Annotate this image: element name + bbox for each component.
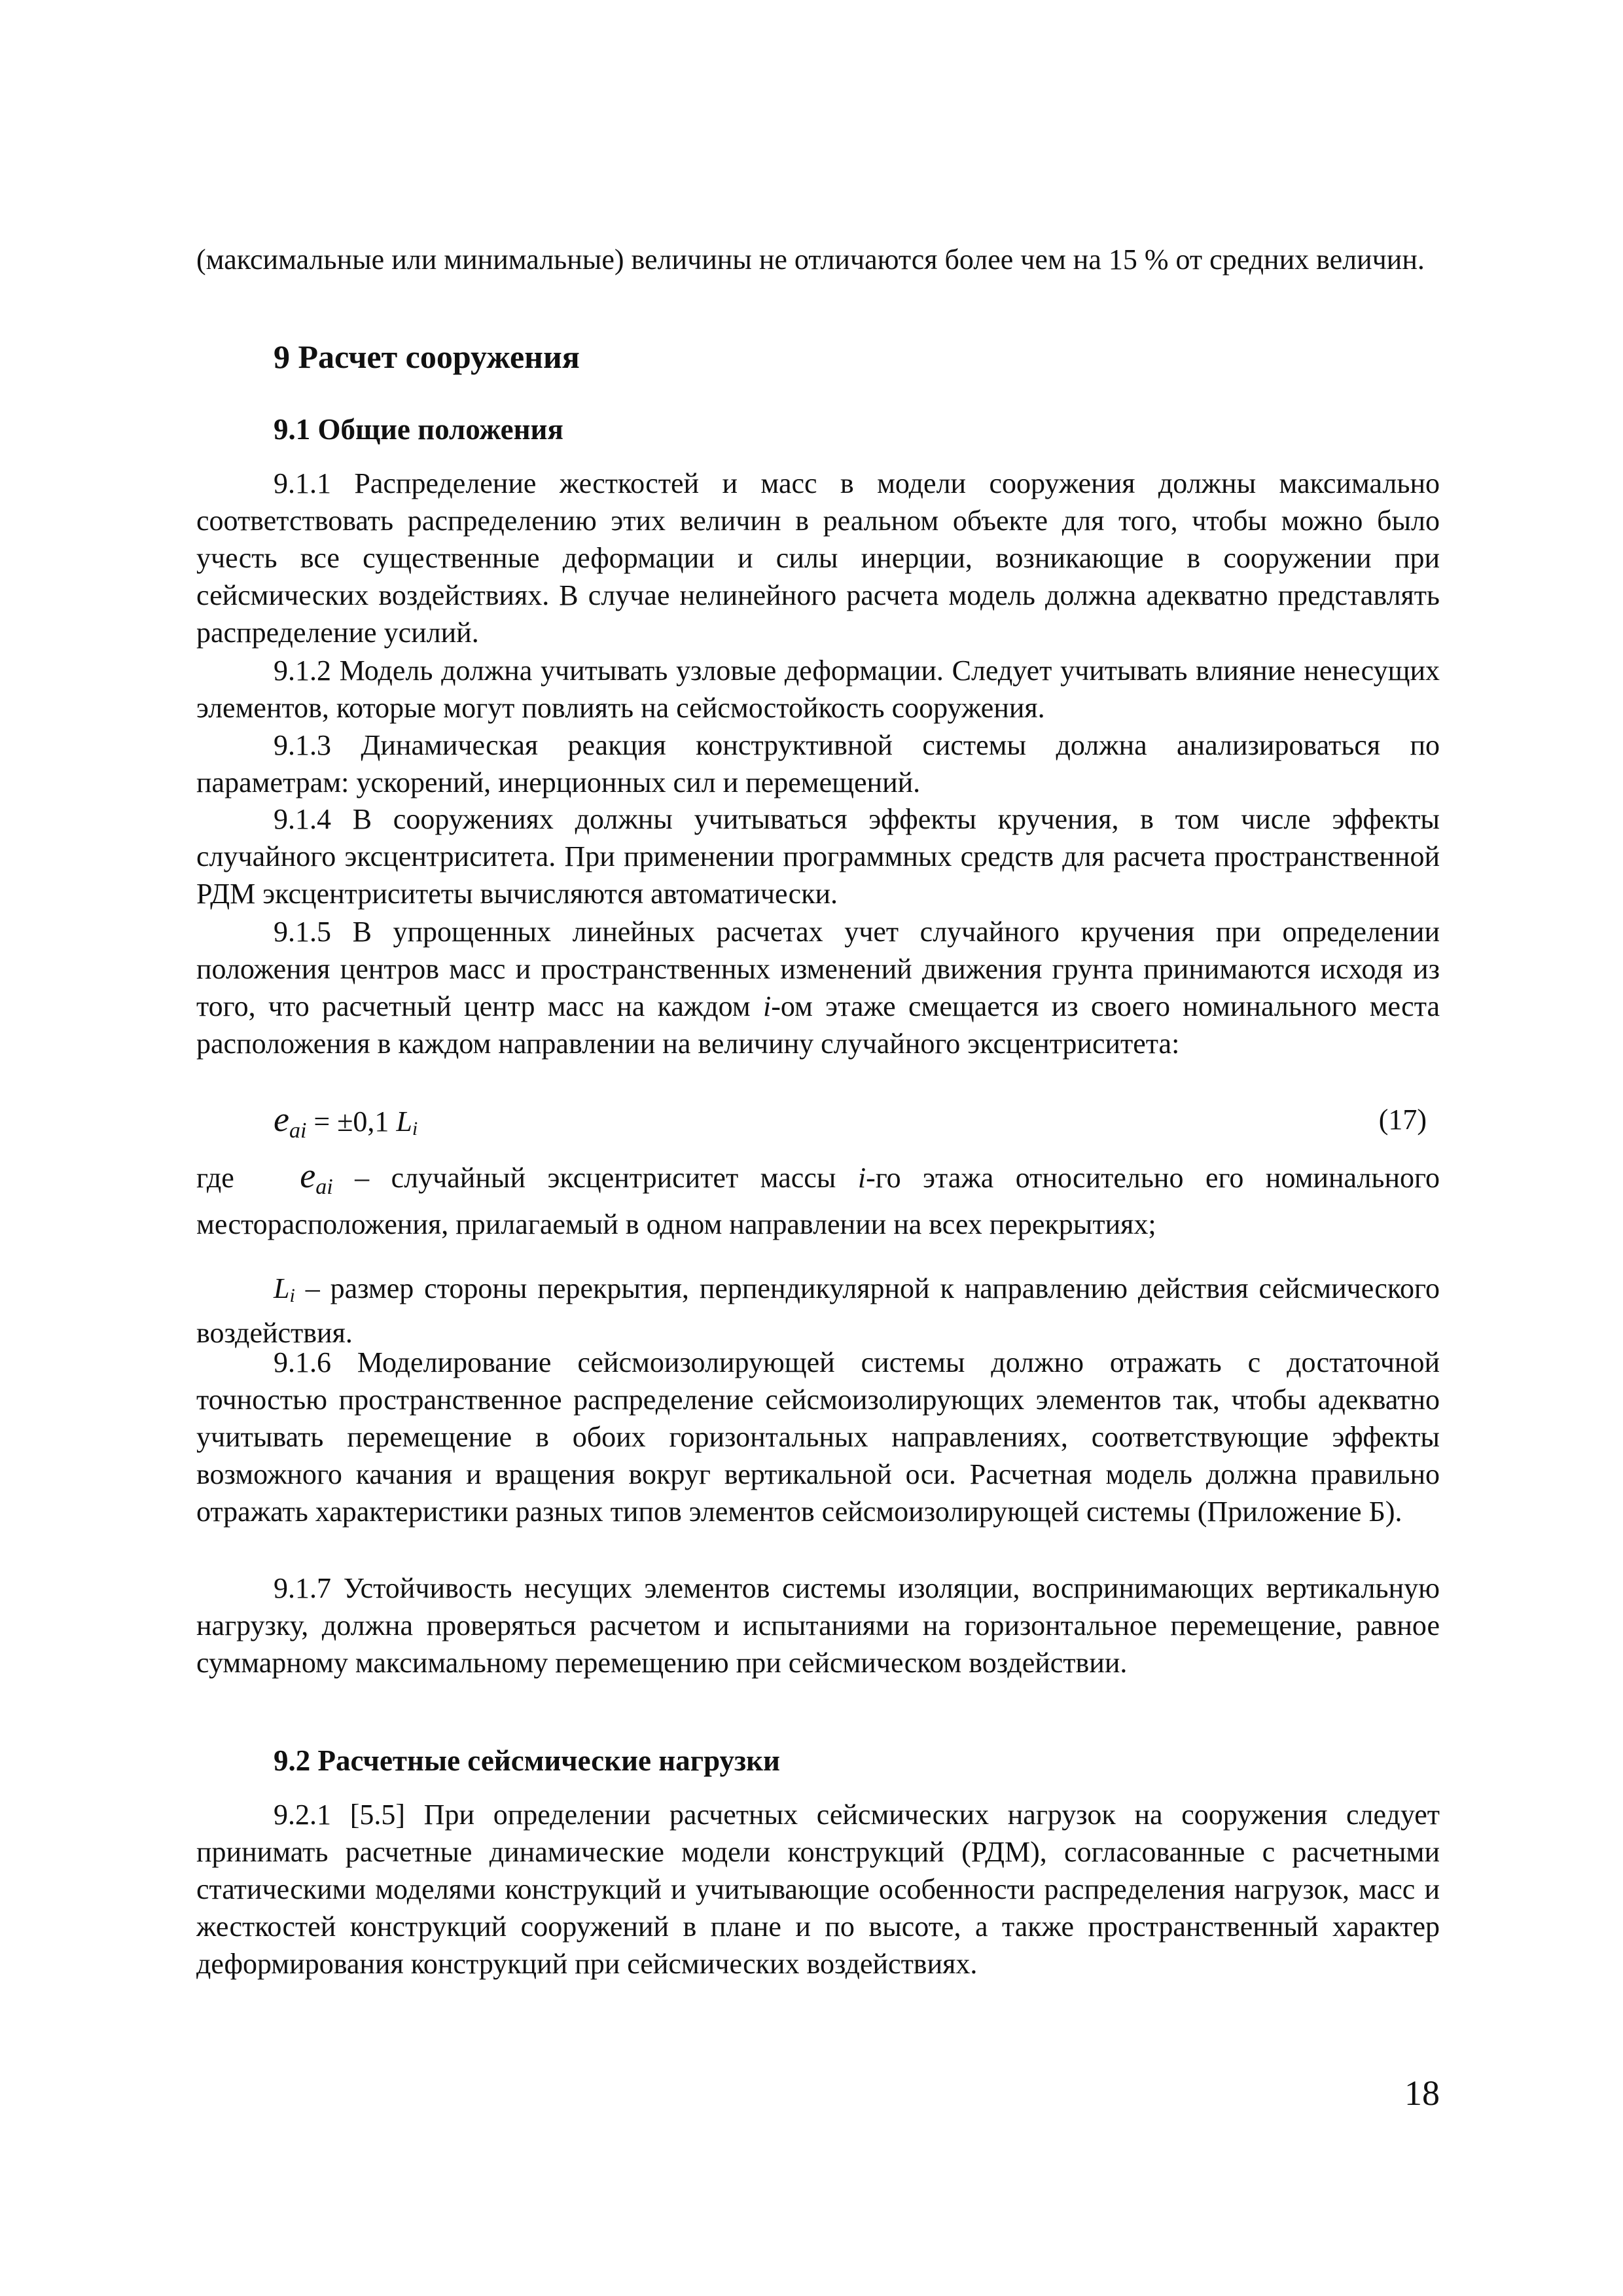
paragraph-9-1-3: 9.1.3 Динамическая реакция конструктивной системы должна анализироваться по параметрам: ускорений, инерционных сил и перемещений. [196,729,1440,798]
paragraph-9-1-4: 9.1.4 В сооружениях должны учитываться эффекты кручения, в том числе эффекты случайного эксцентриситета. При применении программных средств для расчета пространственной РДМ эксцентриситеты вычисляются автоматически. [196,803,1440,910]
paragraph-9-1-2: 9.1.2 Модель должна учитывать узловые деформации. Следует учитывать влияние ненесущих элементов, которые могут повлиять на сейсмостойкость сооружения. [196,655,1440,724]
paragraph-9-1-6: 9.1.6 Моделирование сейсмоизолирующей системы должно отражать с достаточной точностью пространственное распределение сейсмоизолирующих элементов так, чтобы адекватно учитывать перемещение в обоих горизонтальных направлениях, соответствующие эффекты возможного качания и вращения вокруг вертикальной оси. Расчетная модель должна правильно отражать характеристики разных типов элементов сейсмоизолирующей системы (Приложение Б). [196,1346,1440,1528]
formula-expression: $e_{ai} = \pm 0,1$ Li [274,1100,418,1143]
where-definition-eai: где $e_{ai}$ – случайный эксцентриситет массы i-го этажа относительно его номинального месторасположения, прилагаемый в одном направлении на всех перекрытиях; [196,1156,1440,1240]
formula-17 [196,1100,1427,1143]
paragraph-9-1-1: 9.1.1 Распределение жесткостей и масс в модели сооружения должны максимально соответствовать распределению этих величин в реальном объекте для того, чтобы можно было учесть все существенные деформации и силы инерции, возникающие в сооружении при сейсмических воздействиях. В случае нелинейного расчета модель должна адекватно представлять распределение усилий. [196,467,1440,649]
paragraph-9-1-7: 9.1.7 Устойчивость несущих элементов системы изоляции, воспринимающих вертикальную нагрузку, должна проверяться расчетом и испытаниями на горизонтальное перемещение, равное суммарному максимальному перемещению при сейсмическом воздействии. [196,1572,1440,1679]
page-number: 18 [1404,2073,1440,2113]
continuation-paragraph: (максимальные или минимальные) величины не отличаются более чем на 15 % от средних величин. [196,243,1425,276]
section-heading: 9 Расчет сооружения [274,338,580,375]
where-definition-li: Li – размер стороны перекрытия, перпендикулярной к направлению действия сейсмического воздействия. [196,1272,1440,1349]
subsection-heading-9-1: 9.1 Общие положения [274,413,563,446]
paragraph-9-1-5: 9.1.5 В упрощенных линейных расчетах учет случайного кручения при определении положения центров масс и пространственных изменений движения грунта принимаются исходя из того, что расчетный центр масс на каждом i-ом этаже смещается из своего номинального места расположения в каждом направлении на величину случайного эксцентриситета: [196,916,1440,1060]
equation-number: (17) [1378,1103,1427,1136]
subsection-heading-9-2: 9.2 Расчетные сейсмические нагрузки [274,1744,780,1777]
paragraph-9-2-1: 9.2.1 [5.5] При определении расчетных сейсмических нагрузок на сооружения следует принимать расчетные динамические модели конструкций (РДМ), согласованные с расчетными статическими моделями конструкций и учитывающие особенности распределения нагрузок, масс и жесткостей конструкций сооружений в плане и по высоте, а также пространственный характер деформирования конструкций при сейсмических воздействиях. [196,1799,1440,1980]
